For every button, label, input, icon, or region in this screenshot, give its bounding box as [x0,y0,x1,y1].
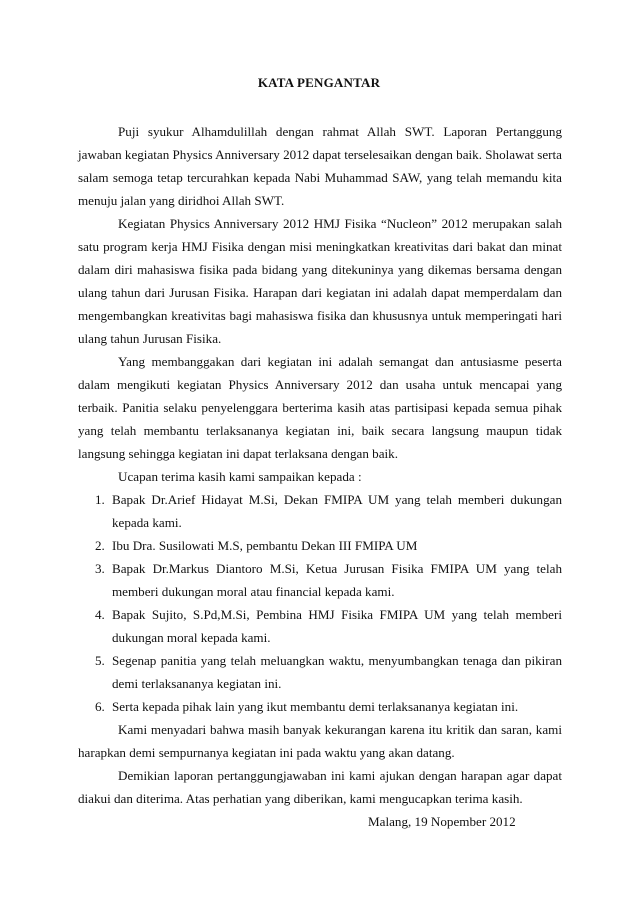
list-item-number: 1. [95,492,105,507]
list-item-number: 5. [95,653,105,668]
paragraph-acknowledgement: Kami menyadari bahwa masih banyak kekurangan karena itu kritik dan saran, kami harapkan demi sempurnanya kegiatan ini pada waktu yang akan datang. [78,722,562,760]
list-item-number: 3. [95,561,105,576]
list-item [95,557,562,603]
list-item-text: Ibu Dra. Susilowati M.S, pembantu Dekan III FMIPA UM [112,538,418,553]
list-item [95,695,562,718]
signoff-date: Malang, 19 Nopember 2012 [368,814,516,829]
paragraph-activity: Kegiatan Physics Anniversary 2012 HMJ Fisika “Nucleon” 2012 merupakan salah satu program kerja HMJ Fisika dengan misi meningkatkan kreativitas dari bakat dan minat dalam diri mahasiswa fisika pada bidang yang ditekuninya yang dikemas bersama dengan ulang tahun dari Jurusan Fisika. Harapan dari kegiatan ini adalah dapat memperdalam dan mengembangkan kreativitas bagi mahasiswa fisika dan khususnya untuk memperingati hari ulang tahun Jurusan Fisika. [78,216,562,346]
list-item-text: Serta kepada pihak lain yang ikut membantu demi terlaksananya kegiatan ini. [112,699,519,714]
thanks-list [78,488,562,718]
list-item [95,534,562,557]
list-item-text: Bapak Dr.Markus Diantoro M.Si, Ketua Jurusan Fisika FMIPA UM yang telah memberi dukungan moral atau financial kepada kami. [112,561,562,599]
list-item-number: 2. [95,538,105,553]
document-body [78,120,562,833]
list-item-number: 6. [95,699,105,714]
page-title: KATA PENGANTAR [257,75,381,90]
list-item-number: 4. [95,607,105,622]
list-item [95,488,562,534]
list-item [95,603,562,649]
list-item [95,649,562,695]
paragraph-opening: Puji syukur Alhamdulillah dengan rahmat Allah SWT. Laporan Pertanggung jawaban kegiatan Physics Anniversary 2012 dapat terselesaikan dengan baik. Sholawat serta salam semoga tetap tercurahkan kepada Nabi Muhammad SAW, yang telah memandu kita menuju jalan yang diridhoi Allah SWT. [78,124,562,208]
paragraph-closing: Demikian laporan pertanggungjawaban ini kami ajukan dengan harapan agar dapat diakui dan diterima. Atas perhatian yang diberikan, kami mengucapkan terima kasih. [78,768,562,806]
paragraph-thanks-intro: Ucapan terima kasih kami sampaikan kepada : [118,469,362,484]
list-item-text: Segenap panitia yang telah meluangkan waktu, menyumbangkan tenaga dan pikiran demi terlaksananya kegiatan ini. [112,653,562,691]
paragraph-gratitude: Yang membanggakan dari kegiatan ini adalah semangat dan antusiasme peserta dalam mengikuti kegiatan Physics Anniversary 2012 dan usaha untuk mencapai yang terbaik. Panitia selaku penyelenggara berterima kasih atas partisipasi kepada semua pihak yang telah membantu terlaksananya kegiatan ini, baik secara langsung maupun tidak langsung sehingga kegiatan ini dapat terlaksana dengan baik. [78,354,562,461]
list-item-text: Bapak Dr.Arief Hidayat M.Si, Dekan FMIPA UM yang telah memberi dukungan kepada kami. [112,492,562,530]
list-item-text: Bapak Sujito, S.Pd,M.Si, Pembina HMJ Fisika FMIPA UM yang telah memberi dukungan moral kepada kami. [112,607,562,645]
